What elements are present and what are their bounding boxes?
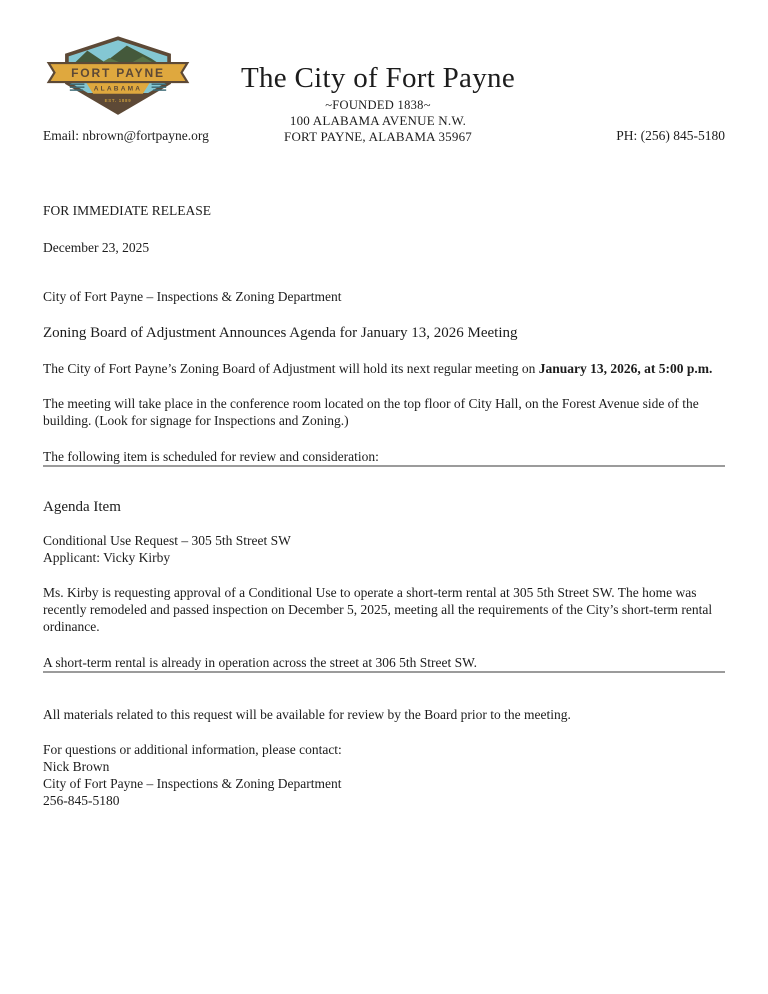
letterhead-center bbox=[241, 61, 515, 144]
address-line-2: FORT PAYNE, ALABAMA 35967 bbox=[284, 128, 472, 144]
meeting-date-paragraph bbox=[43, 360, 725, 377]
department-line: City of Fort Payne – Inspections & Zoning Department bbox=[43, 289, 342, 304]
release-date: December 23, 2025 bbox=[43, 240, 150, 255]
letterhead-right bbox=[525, 127, 725, 144]
divider-top bbox=[43, 465, 725, 467]
logo-name-label: FORT PAYNE bbox=[71, 65, 165, 80]
meeting-date-bold: January 13, 2026, at 5:00 p.m. bbox=[538, 361, 713, 376]
logo-est-label: EST. 1889 bbox=[104, 97, 132, 103]
agenda-heading: Agenda Item bbox=[43, 499, 121, 515]
agenda-item bbox=[43, 532, 725, 566]
fort-payne-logo bbox=[45, 36, 191, 120]
agenda-request-line: Conditional Use Request – 305 5th Street SW bbox=[43, 533, 291, 548]
agenda-applicant-line: Applicant: Vicky Kirby bbox=[43, 550, 171, 565]
founded-line: ~FOUNDED 1838~ bbox=[325, 98, 431, 112]
city-title: The City of Fort Payne bbox=[240, 62, 515, 94]
contact-phone: 256-845-5180 bbox=[43, 793, 120, 808]
contact-email: Email: nbrown@fortpayne.org bbox=[43, 128, 209, 143]
release-line: FOR IMMEDIATE RELEASE bbox=[43, 203, 211, 218]
divider-bottom bbox=[43, 671, 725, 673]
release-body bbox=[43, 202, 725, 809]
contact-name: Nick Brown bbox=[43, 759, 110, 774]
headline: Zoning Board of Adjustment Announces Agenda for January 13, 2026 Meeting bbox=[43, 325, 518, 341]
letterhead bbox=[43, 36, 725, 144]
review-intro-paragraph: The following item is scheduled for review and consideration: bbox=[43, 449, 379, 464]
contact-phone-header: PH: (256) 845-5180 bbox=[616, 128, 725, 143]
address-line-1: 100 ALABAMA AVENUE N.W. bbox=[289, 113, 467, 128]
fort-payne-badge-icon bbox=[45, 36, 191, 115]
letterhead-left bbox=[43, 36, 243, 144]
contact-intro: For questions or additional information, please contact: bbox=[43, 742, 342, 757]
contact-department: City of Fort Payne – Inspections & Zoning Department bbox=[43, 776, 342, 791]
request-details-paragraph: Ms. Kirby is requesting approval of a Conditional Use to operate a short-term rental at 305 5th Street SW. The home was recently remodeled and passed inspection on December 5, 2025, meeting all the requirements of the City’s short-term rental ordinance. bbox=[43, 585, 713, 634]
contact-block bbox=[43, 741, 725, 809]
logo-state-label: ALABAMA bbox=[93, 85, 143, 93]
existing-rental-paragraph: A short-term rental is already in operation across the street at 306 5th Street SW. bbox=[43, 655, 478, 670]
meeting-location-paragraph: The meeting will take place in the conference room located on the top floor of City Hall, on the Forest Avenue side of the building. (Look for signage for Inspections and Zoning.) bbox=[43, 396, 699, 428]
materials-paragraph: All materials related to this request will be available for review by the Board prior to the meeting. bbox=[43, 707, 571, 722]
meeting-date-text: The City of Fort Payne’s Zoning Board of Adjustment will hold its next regular meeting on bbox=[43, 361, 539, 376]
